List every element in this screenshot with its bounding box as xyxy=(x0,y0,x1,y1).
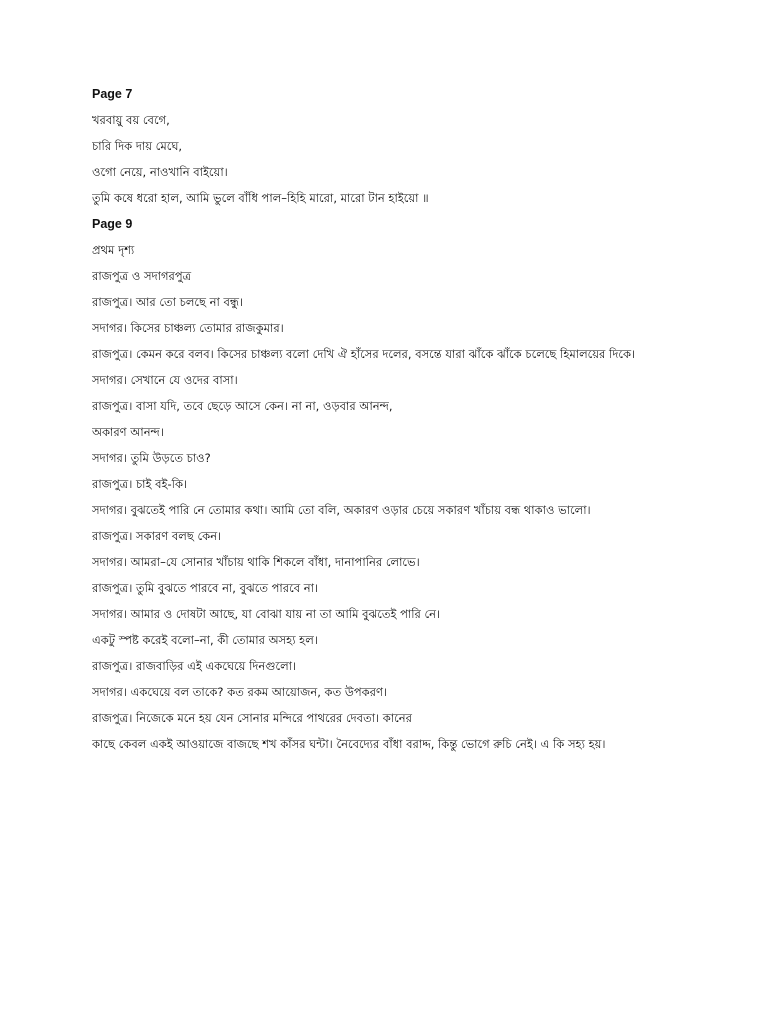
song-line-2: চারি দিক দায় মেঘে, xyxy=(92,139,183,153)
dialogue-line-9: সদাগর। বুঝতেই পারি নে তোমার কথা। আমি তো বলি, অকারণ ওড়ার চেয়ে সকারণ খাঁচায় বন্ধ থাকাও ভালো। xyxy=(92,503,591,517)
page-heading-9: Page 9 xyxy=(92,217,133,231)
dialogue-line-5: রাজপুত্র। বাসা যদি, তবে ছেড়ে আসে কেন। না না, ওড়বার আনন্দ, xyxy=(92,399,393,413)
dialogue-line-2: সদাগর। কিসের চাঞ্চল্য তোমার রাজকুমার। xyxy=(92,321,284,335)
song-line-4: তুমি কষে ধরো হাল, আমি ভুলে বাঁধি পাল–হিহি মারো, মারো টান হাইয়ো ॥ xyxy=(92,191,429,205)
dialogue-line-14: একটু স্পষ্ট করেই বলো–না, কী তোমার অসহ্য হল। xyxy=(92,633,318,647)
dialogue-line-11: সদাগর। আমরা–যে সোনার খাঁচায় থাকি শিকলে বাঁধা, দানাপানির লোভে। xyxy=(92,555,420,569)
document-page xyxy=(92,86,676,762)
scene-title: প্রথম দৃশ্য xyxy=(92,243,135,257)
dialogue-line-10: রাজপুত্র। সকারণ বলছ কেন। xyxy=(92,529,222,543)
dialogue-line-8: রাজপুত্র। চাই বই-কি। xyxy=(92,477,188,491)
dialogue-line-4: সদাগর। সেখানে যে ওদের বাসা। xyxy=(92,373,238,387)
characters-line: রাজপুত্র ও সদাগরপুত্র xyxy=(92,269,192,283)
page-heading-7: Page 7 xyxy=(92,87,133,101)
song-line-3: ওগো নেয়ে, নাওখানি বাইয়ো। xyxy=(92,165,228,179)
dialogue-line-15: রাজপুত্র। রাজবাড়ির এই একঘেয়ে দিনগুলো। xyxy=(92,659,297,673)
dialogue-line-17: রাজপুত্র। নিজেকে মনে হয় যেন সোনার মন্দিরে পাথরের দেবতা। কানের xyxy=(92,711,412,725)
dialogue-line-7: সদাগর। তুমি উড়তে চাও? xyxy=(92,451,211,465)
dialogue-line-3: রাজপুত্র। কেমন করে বলব। কিসের চাঞ্চল্য বলো দেখি ঐ হাঁসের দলের, বসন্তে যারা ঝাঁকে ঝাঁকে চলেছে হিমালয়ের দিকে। xyxy=(92,347,636,361)
dialogue-line-13: সদাগর। আমার ও দোষটা আছে, যা বোঝা যায় না তা আমি বুঝতেই পারি নে। xyxy=(92,607,441,621)
dialogue-line-12: রাজপুত্র। তুমি বুঝতে পারবে না, বুঝতে পারবে না। xyxy=(92,581,319,595)
dialogue-line-16: সদাগর। একঘেয়ে বল তাকে? কত রকম আয়োজন, কত উপকরণ। xyxy=(92,685,388,699)
dialogue-line-6: অকারণ আনন্দ। xyxy=(92,425,164,439)
song-line-1: খরবায়ু বয় বেগে, xyxy=(92,113,170,127)
dialogue-line-18: কাছে কেবল একই আওয়াজে বাজছে শখ কাঁসর ঘন্টা। নৈবেদ্যের বাঁধা বরাদ্দ, কিন্তু ভোগে রুচি নেই। এ কি সহ্য হয়। xyxy=(92,737,606,751)
dialogue-line-1: রাজপুত্র। আর তো চলছে না বন্ধু। xyxy=(92,295,244,309)
